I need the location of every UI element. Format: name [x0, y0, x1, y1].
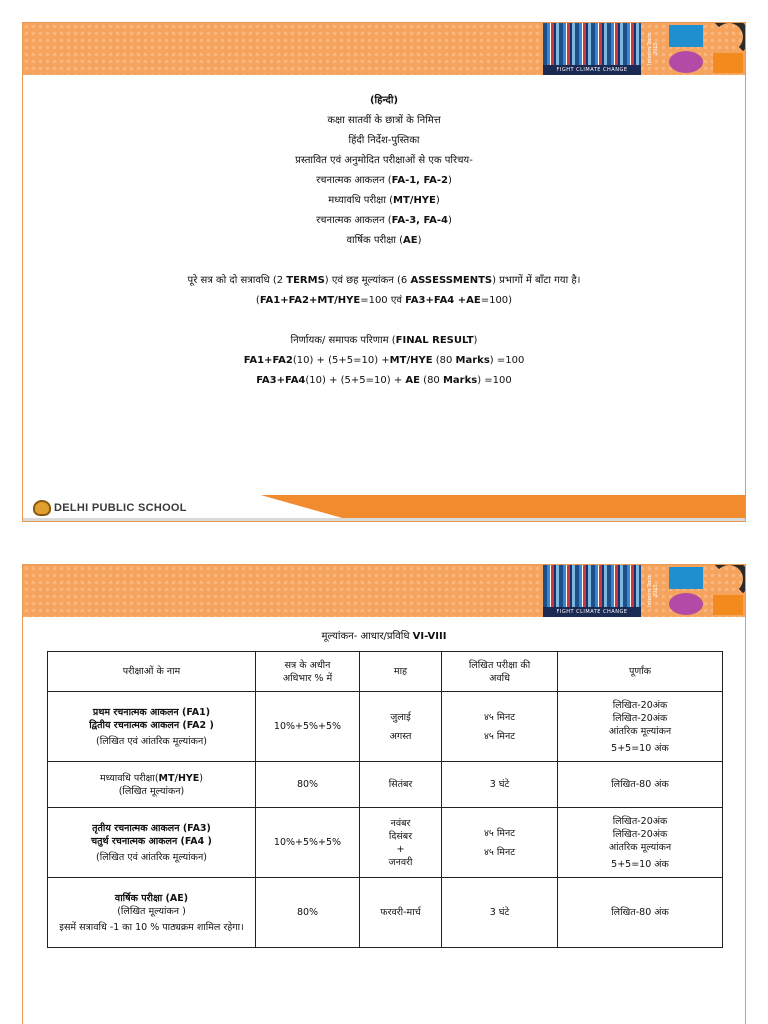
duration-cell: 3 घंटे [442, 762, 558, 808]
weightage-cell: 10%+5%+5% [256, 692, 360, 762]
marks-cell: लिखित-80 अंक [558, 878, 723, 948]
table-header-row [48, 652, 723, 692]
month-cell: फरवरी-मार्च [360, 878, 442, 948]
banner-caption: FIGHT CLIMATE CHANGE [543, 65, 641, 75]
decorative-block [713, 595, 743, 615]
mt-line: मध्यावधि परीक्षा (MT/HYE) [328, 195, 440, 206]
banner-vertical-text: Interim Tests 2015 [647, 574, 659, 608]
table-row [48, 808, 723, 878]
marks-cell: लिखित-20अंक लिखित-20अंक आंतरिक मूल्यांकन 5+5=10 अंक [558, 808, 723, 878]
final-result-line: निर्णायक/ समापक परिणाम (FINAL RESULT) [290, 335, 478, 346]
decorative-block [713, 53, 743, 73]
decorative-arc [709, 22, 746, 57]
climate-stripes-graphic [543, 23, 641, 75]
header-marks: पूर्णांक [558, 652, 723, 692]
slide-2 [22, 564, 746, 1024]
table-row [48, 878, 723, 948]
assessment-table-title: मूल्यांकन- आधार/प्रविधि VI-VIII [321, 631, 447, 642]
duration-cell: ४५ मिनट ४५ मिनट [442, 808, 558, 878]
banner-vertical-text: Interim Tests 2015 [647, 32, 659, 66]
class-line: कक्षा सातवीं के छात्रों के निमित्त [327, 115, 441, 126]
exam-name-cell: वार्षिक परीक्षा (AE) (लिखित मूल्यांकन ) इसमें सत्रावधि -1 का 10 % पाठ्यक्रम शामिल रहेगा। [48, 878, 256, 948]
duration-cell: ४५ मिनट ४५ मिनट [442, 692, 558, 762]
slide-footer [23, 495, 745, 521]
climate-stripes-graphic [543, 565, 641, 617]
fa34-line: रचनात्मक आकलन (FA-3, FA-4) [316, 215, 452, 226]
header-weightage: सत्र के अधीन अधिभार % में [256, 652, 360, 692]
decorative-oval [669, 593, 703, 615]
assessment-table [47, 651, 723, 948]
slide-1 [22, 22, 746, 522]
result-formula-2: FA3+FA4(10) + (5+5=10) + AE (80 Marks) =100 [256, 375, 512, 386]
decorative-square [669, 567, 703, 589]
weightage-cell: 80% [256, 878, 360, 948]
header-exam-name: परीक्षाओं के नाम [48, 652, 256, 692]
month-cell: सितंबर [360, 762, 442, 808]
school-emblem-icon [33, 500, 51, 516]
banner-caption: FIGHT CLIMATE CHANGE [543, 607, 641, 617]
weightage-cell: 80% [256, 762, 360, 808]
slide-1-body [23, 75, 745, 391]
month-cell: नवंबर दिसंबर + जनवरी [360, 808, 442, 878]
guide-line: हिंदी निर्देश-पुस्तिका [348, 135, 420, 146]
exam-name-cell: मध्यावधि परीक्षा(MT/HYE) (लिखित मूल्यांकन) [48, 762, 256, 808]
exam-name-cell: तृतीय रचनात्मक आकलन (FA3) चतुर्थ रचनात्मक आकलन (FA4 ) (लिखित एवं आंतरिक मूल्यांकन) [48, 808, 256, 878]
intro-line: प्रस्तावित एवं अनुमोदित परीक्षाओं से एक परिचय- [295, 155, 473, 166]
slide-header-banner [23, 565, 745, 617]
formula-line: (FA1+FA2+MT/HYE=100 एवं FA3+FA4 +AE=100) [255, 295, 513, 306]
terms-line: पूरे सत्र को दो सत्रावधि (2 TERMS) एवं छह मूल्यांकन (6 ASSESSMENTS) प्रभागों में बाँटा गया है। [187, 275, 581, 286]
marks-cell: लिखित-80 अंक [558, 762, 723, 808]
decorative-arc [709, 564, 746, 599]
table-row [48, 762, 723, 808]
slide-header-banner [23, 23, 745, 75]
duration-cell: 3 घंटे [442, 878, 558, 948]
school-name: DELHI PUBLIC SCHOOL [54, 502, 187, 514]
exam-name-cell: प्रथम रचनात्मक आकलन (FA1) द्वितीय रचनात्मक आकलन (FA2 ) (लिखित एवं आंतरिक मूल्यांकन) [48, 692, 256, 762]
header-month: माह [360, 652, 442, 692]
decorative-square [669, 25, 703, 47]
decorative-oval [669, 51, 703, 73]
subject-title: (हिन्दी) [369, 95, 399, 106]
table-row [48, 692, 723, 762]
ae-line: वार्षिक परीक्षा (AE) [346, 235, 422, 246]
header-duration: लिखित परीक्षा की अवधि [442, 652, 558, 692]
school-brand [33, 500, 187, 516]
result-formula-1: FA1+FA2(10) + (5+5=10) +MT/HYE (80 Marks) =100 [243, 355, 525, 366]
weightage-cell: 10%+5%+5% [256, 808, 360, 878]
month-cell: जुलाई अगस्त [360, 692, 442, 762]
marks-cell: लिखित-20अंक लिखित-20अंक आंतरिक मूल्यांकन 5+5=10 अंक [558, 692, 723, 762]
fa12-line: रचनात्मक आकलन (FA-1, FA-2) [316, 175, 452, 186]
